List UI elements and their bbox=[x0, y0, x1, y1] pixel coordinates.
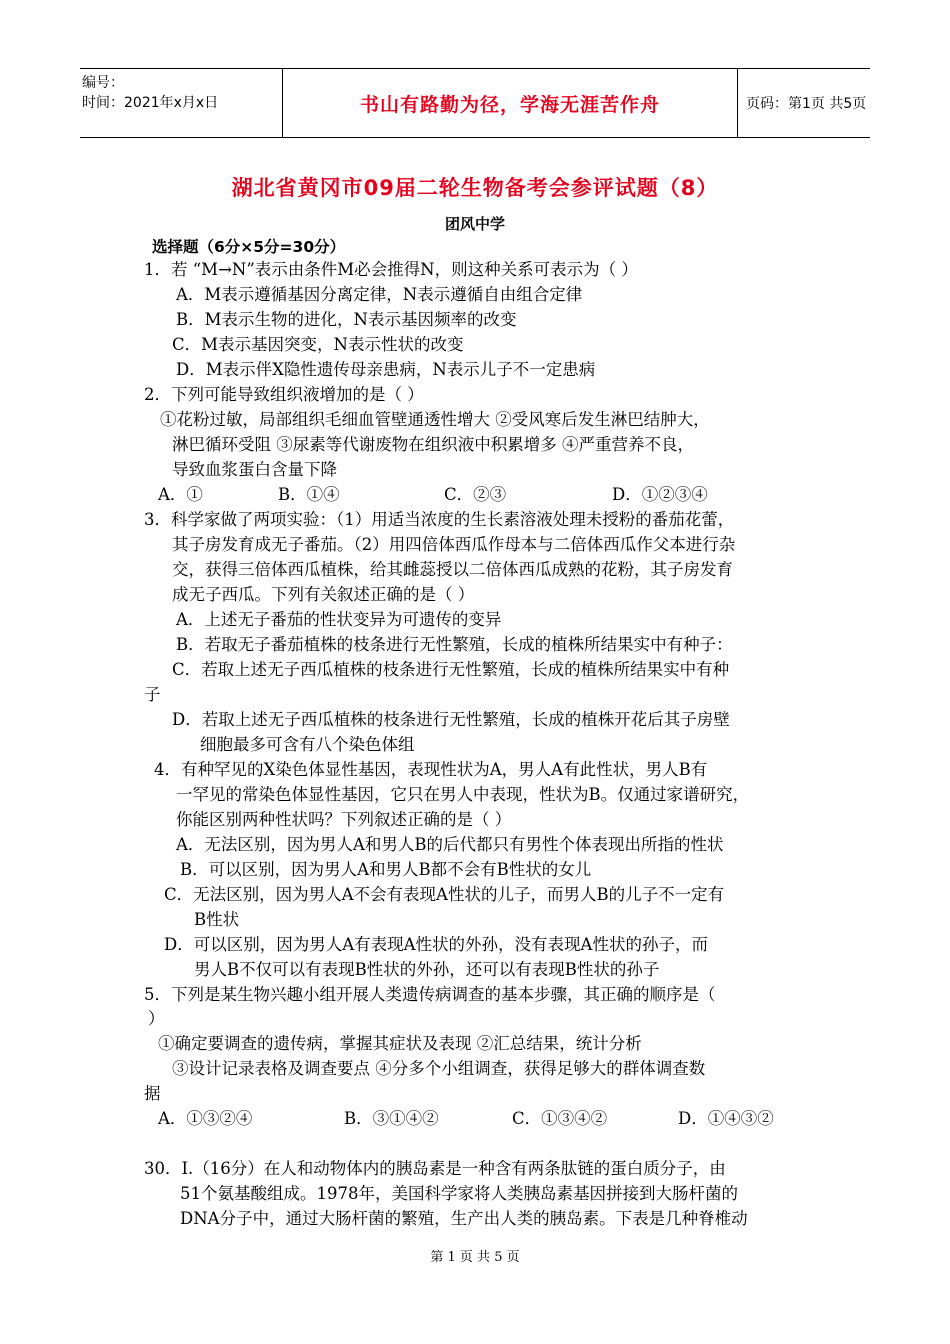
header-page-info: 页码：第1页 共5页 bbox=[746, 96, 867, 112]
q3-option-c-line-2: 子 bbox=[144, 685, 161, 704]
page-footer: 第 1 页 共 5 页 bbox=[430, 1250, 520, 1265]
q5-option-a: A．①③②④ bbox=[158, 1109, 253, 1128]
q3-stem-line-1: 3．科学家做了两项实验：（1）用适当浓度的生长素溶液处理未授粉的番茄花蕾， bbox=[144, 510, 735, 529]
q2-item-line-3: 导致血浆蛋白含量下降 bbox=[172, 460, 337, 479]
q2-item-line-2: 淋巴循环受阻 ③尿素等代谢废物在组织液中积累增多 ④严重营养不良， bbox=[172, 435, 694, 454]
q2-option-a: A．① bbox=[158, 485, 203, 504]
school-name: 团风中学 bbox=[444, 215, 505, 233]
q4-stem-line-1: 4．有种罕见的X染色体显性基因，表现性状为A，男人A有此性状，男人B有 bbox=[154, 760, 708, 779]
header-meta bbox=[80, 69, 280, 137]
q3-option-a: A．上述无子番茄的性状变异为可遗传的变异 bbox=[176, 610, 502, 629]
q5-option-d: D．①④③② bbox=[678, 1109, 774, 1128]
q4-option-a: A．无法区别，因为男人A和男人B的后代都只有男性个体表现出所指的性状 bbox=[176, 835, 724, 854]
date-label: 时间：2021年x月x日 bbox=[82, 95, 219, 111]
q1-option-b: B．M表示生物的进化，N表示基因频率的改变 bbox=[176, 310, 517, 329]
q4-stem-line-3: 你能区别两种性状吗？下列叙述正确的是（ ） bbox=[176, 810, 512, 829]
q2-item-line-1: ①花粉过敏，局部组织毛细血管壁通透性增大 ②受风寒后发生淋巴结肿大， bbox=[160, 410, 710, 429]
page-title: 湖北省黄冈市09届二轮生物备考会参评试题（8） bbox=[231, 176, 719, 200]
q3-option-c-line-1: C．若取上述无子西瓜植株的枝条进行无性繁殖，长成的植株所结果实中有种 bbox=[172, 660, 730, 679]
q2-option-b: B．①④ bbox=[278, 485, 340, 504]
q4-option-d-line-1: D．可以区别，因为男人A有表现A性状的外孙，没有表现A性状的孙子，而 bbox=[164, 935, 708, 954]
q2-option-d: D．①②③④ bbox=[612, 485, 708, 504]
q3-stem-line-4: 成无子西瓜。下列有关叙述正确的是（ ） bbox=[172, 585, 475, 604]
number-label: 编号： bbox=[82, 75, 124, 91]
q30-line-3: DNA分子中，通过大肠杆菌的繁殖，生产出人类的胰岛素。下表是几种脊椎动 bbox=[180, 1209, 748, 1228]
q5-item-line-1: ①确定要调查的遗传病，掌握其症状及表现 ②汇总结果，统计分析 bbox=[158, 1034, 642, 1053]
q3-stem-line-2: 其子房发育成无子番茄。（2）用四倍体西瓜作母本与二倍体西瓜作父本进行杂 bbox=[172, 535, 736, 554]
q1-option-d: D．M表示伴X隐性遗传母亲患病，N表示儿子不一定患病 bbox=[176, 360, 596, 379]
q4-option-c-line-2: B性状 bbox=[194, 910, 240, 929]
q5-stem-line-1: 5．下列是某生物兴趣小组开展人类遗传病调查的基本步骤，其正确的顺序是（ bbox=[144, 985, 716, 1004]
q4-option-c-line-1: C．无法区别，因为男人A不会有表现A性状的儿子，而男人B的儿子不一定有 bbox=[164, 885, 725, 904]
header-motto: 书山有路勤为径，学海无涯苦作舟 bbox=[282, 69, 738, 137]
q3-option-b: B．若取无子番茄植株的枝条进行无性繁殖，长成的植株所结果实中有种子： bbox=[176, 635, 733, 654]
q2-option-c: C．②③ bbox=[444, 485, 507, 504]
q5-option-b: B．③①④② bbox=[344, 1109, 439, 1128]
q30-line-2: 51个氨基酸组成。1978年，美国科学家将人类胰岛素基因拼接到大肠杆菌的 bbox=[180, 1184, 738, 1203]
q5-item-line-2: ③设计记录表格及调查要点 ④分多个小组调查，获得足够大的群体调查数 bbox=[172, 1059, 706, 1078]
q5-item-line-3: 据 bbox=[144, 1084, 161, 1103]
section-heading: 选择题（6分×5分=30分） bbox=[152, 238, 346, 256]
q4-option-d-line-2: 男人B不仅可以有表现B性状的外孙，还可以有表现B性状的孙子 bbox=[194, 960, 660, 979]
q1-option-c: C．M表示基因突变，N表示性状的改变 bbox=[172, 335, 464, 354]
document-header bbox=[80, 68, 870, 138]
q5-option-c: C．①③④② bbox=[512, 1109, 608, 1128]
q5-stem-line-2: ） bbox=[148, 1009, 165, 1028]
q1-stem: 1．若 “M→N”表示由条件M必会推得N，则这种关系可表示为（ ） bbox=[144, 260, 638, 279]
q3-stem-line-3: 交，获得三倍体西瓜植株，给其雌蕊授以二倍体西瓜成熟的花粉，其子房发育 bbox=[172, 560, 733, 579]
q3-option-d-line-2: 细胞最多可含有八个染色体组 bbox=[200, 735, 415, 754]
q4-option-b: B．可以区别，因为男人A和男人B都不会有B性状的女儿 bbox=[180, 860, 592, 879]
q3-option-d-line-1: D．若取上述无子西瓜植株的枝条进行无性繁殖，长成的植株开花后其子房壁 bbox=[172, 710, 730, 729]
q2-stem: 2．下列可能导致组织液增加的是（ ） bbox=[144, 385, 424, 404]
q1-option-a: A．M表示遵循基因分离定律，N表示遵循自由组合定律 bbox=[176, 285, 583, 304]
q30-line-1: 30．Ⅰ.（16分）在人和动物体内的胰岛素是一种含有两条肽链的蛋白质分子，由 bbox=[144, 1159, 726, 1178]
q4-stem-line-2: 一罕见的常染色体显性基因，它只在男人中表现，性状为B。仅通过家谱研究， bbox=[176, 785, 750, 804]
